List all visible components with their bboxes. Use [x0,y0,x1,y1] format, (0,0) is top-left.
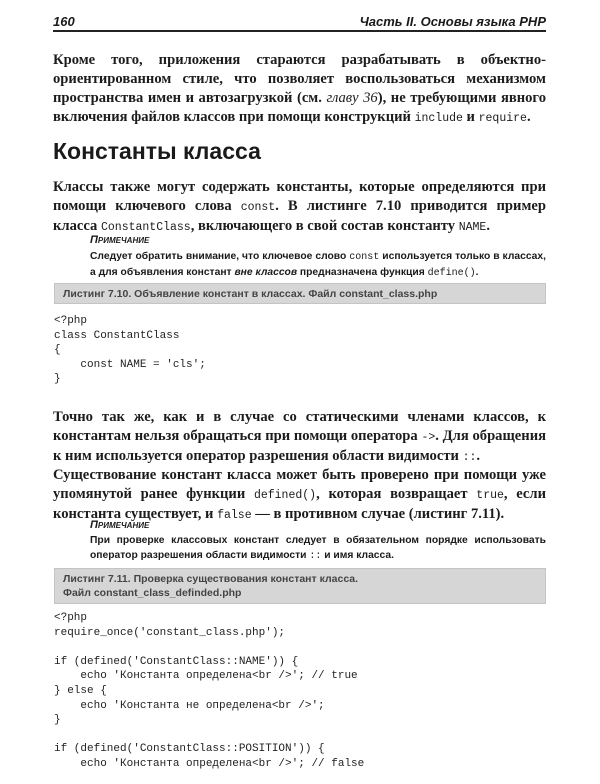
inline-code: :: [309,551,322,562]
text: Кроме того, приложения стараются разрабатывать в объектно-ориентированном стиле, что позволяет воспользоваться механизмом пространства имен и автозагрузкой (см. [53,52,546,106]
inline-code: false [217,509,252,522]
text: . В листинге 7.10 приводится пример класса [53,198,546,234]
note-text [90,249,546,281]
paragraph-access [53,408,546,467]
text: . [475,267,479,278]
text: и имя класса. [321,550,394,561]
text: предназначена функция [297,267,428,278]
caption-line: Листинг 7.11. Проверка существования констант класса. [63,573,359,585]
inline-code: :: [462,451,477,464]
text: При проверке классовых констант следует в обязательном порядке использовать оператор разрешения области видимости [90,535,546,561]
page-number: 160 [53,14,75,29]
listing-caption: Листинг 7.10. Объявление констант в классах. Файл constant_class.php [54,283,546,304]
inline-code: -> [421,431,436,444]
inline-code: const [349,252,380,263]
caption-line: Файл constant_class_definded.php [63,587,242,599]
text: Существование констант класса может быть проверено при помощи уже упомянутой ранее функции [53,467,546,502]
text: и [462,109,479,125]
section-heading: Константы класса [53,138,261,164]
text: , которая возвращает [316,486,477,502]
text: . [526,109,531,125]
text: — в противном случае (листинг 7.11). [251,506,505,522]
chapter-reference: главу 36 [326,90,378,106]
inline-code: include [414,112,463,125]
text: , если константа существует, и [53,486,547,522]
paragraph-intro [53,51,546,128]
text: Классы также могут содержать константы, которые определяются при помощи ключевого слова [53,179,546,214]
inline-code: require [478,112,527,125]
code-listing: <?php class ConstantClass { const NAME = 'cls'; } [54,315,206,386]
text: ), не требующими явного включения файлов классов при помощи конструкций [53,90,546,125]
inline-code: defined() [253,489,317,502]
text: . [486,218,490,234]
emphasis: вне классов [234,267,298,278]
running-header [53,12,546,32]
inline-code: define() [427,268,476,279]
chapter-title: Часть II. Основы языка PHP [359,14,546,29]
code-listing: <?php require_once('constant_class.php'); if (defined('ConstantClass::NAME')) { echo 'Константа определена<br />'; // true } else { echo 'Константа не определена<br />'; } if (defined('ConstantClass::POSITION')) { echo 'Константа определена<br />'; // false [54,612,365,770]
note-label: Примечание [90,519,150,531]
text: Следует обратить внимание, что ключевое слово [90,251,350,262]
inline-code: NAME [458,221,487,234]
text: используется только в классах, а для объявления констант [90,251,546,278]
inline-code: true [476,489,504,502]
paragraph-defined [53,466,546,525]
text: Точно так же, как и в случае со статическими членами классов, к константам нельзя обращаться при помощи оператора [53,409,546,444]
text: . Для обращения к ним используется оператор разрешения области видимости [53,428,546,464]
inline-code: ConstantClass [100,221,191,234]
note-text [90,533,546,564]
text: , включающего в свой состав константу [190,218,459,234]
text: . [476,448,481,464]
inline-code: const [240,201,276,214]
paragraph-constants [53,178,546,237]
listing-caption [54,568,546,604]
note-label: Примечание [90,234,150,246]
